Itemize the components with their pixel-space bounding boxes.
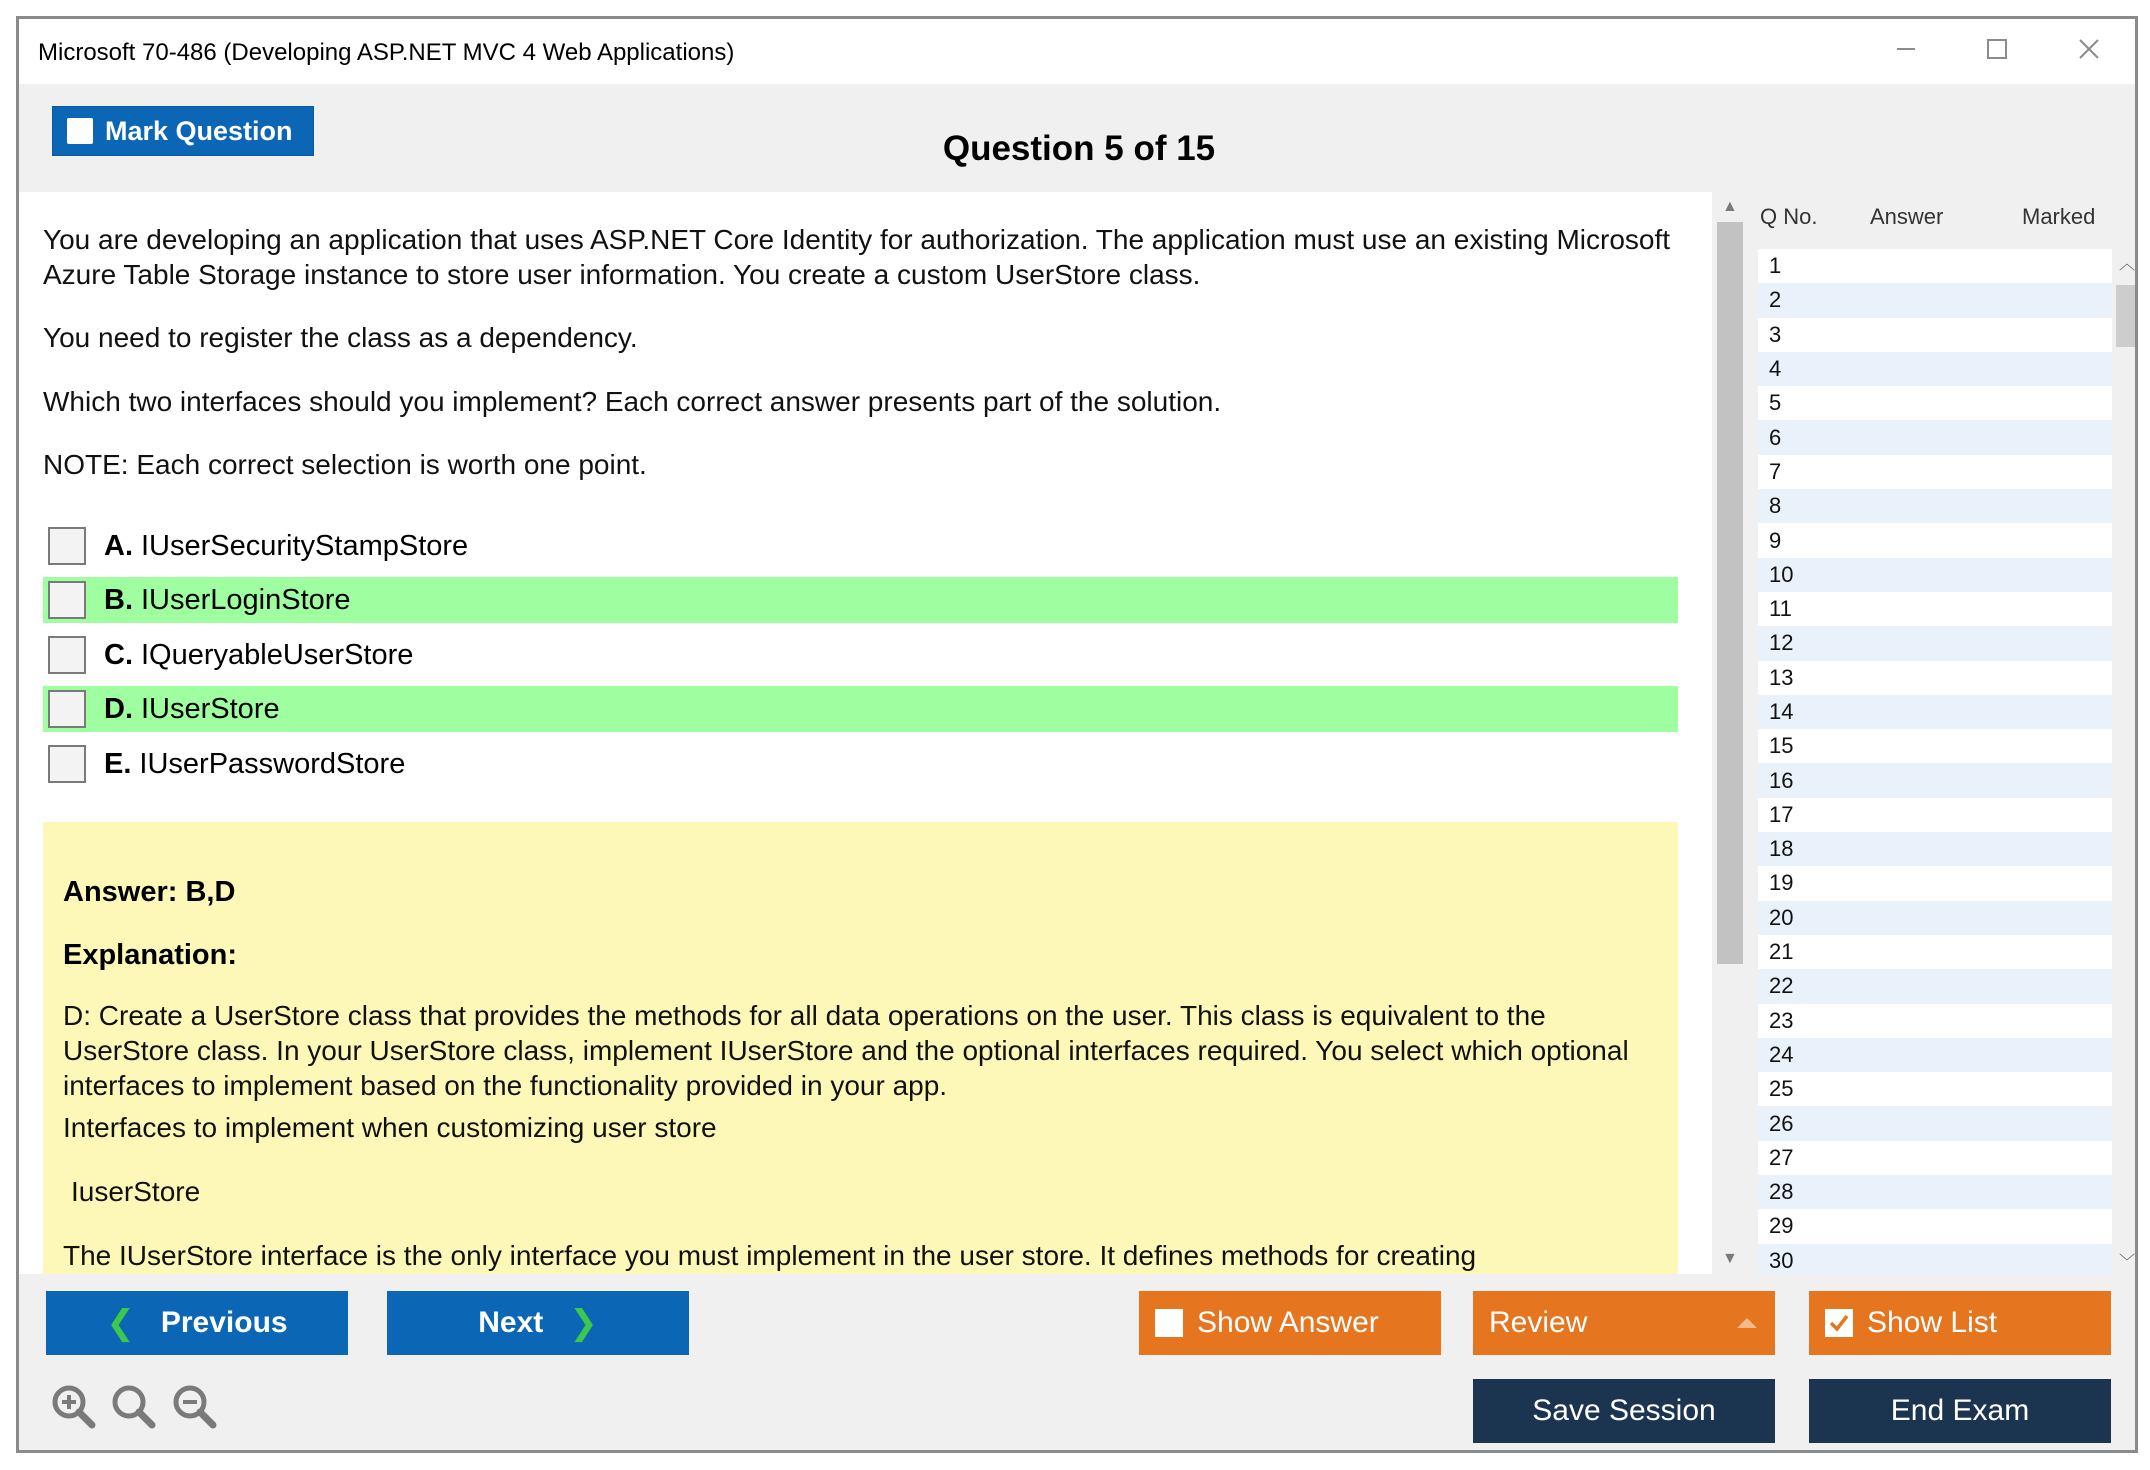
option-b-checkbox[interactable] xyxy=(48,581,86,619)
save-session-button[interactable] xyxy=(1473,1379,1775,1443)
scroll-down-icon[interactable]: ▼ xyxy=(1722,1250,1738,1267)
option-d[interactable] xyxy=(43,686,1678,732)
question-list-row[interactable]: 24 xyxy=(1758,1038,2124,1072)
chevron-left-icon: ❮ xyxy=(106,1304,135,1342)
maximize-button[interactable] xyxy=(1965,25,2029,73)
question-list-row[interactable]: 28 xyxy=(1758,1175,2124,1209)
next-button[interactable] xyxy=(387,1291,689,1355)
end-exam-button[interactable] xyxy=(1809,1379,2111,1443)
show-list-label: Show List xyxy=(1867,1306,1998,1339)
question-header xyxy=(19,84,2135,192)
question-list-row[interactable]: 25 xyxy=(1758,1072,2124,1106)
zoom-in-icon xyxy=(49,1382,97,1430)
checkbox-icon xyxy=(1155,1309,1183,1337)
column-header-qno: Q No. xyxy=(1760,204,1818,229)
question-list-row[interactable]: 5 xyxy=(1758,386,2124,420)
scrollbar-thumb[interactable] xyxy=(1717,222,1743,964)
option-text: IUserPasswordStore xyxy=(139,747,406,780)
review-button[interactable] xyxy=(1473,1291,1775,1355)
option-a[interactable] xyxy=(43,523,1678,569)
question-list-row[interactable]: 7 xyxy=(1758,455,2124,489)
next-label: Next xyxy=(478,1306,544,1339)
close-button[interactable] xyxy=(2057,25,2121,73)
question-paragraph: Which two interfaces should you implement? Each correct answer presents part of the solution. xyxy=(43,386,1222,417)
question-list-row[interactable]: 17 xyxy=(1758,798,2124,832)
answer-line: Answer: B,D xyxy=(63,876,236,908)
option-text: IUserStore xyxy=(141,692,280,725)
option-text: IUserLoginStore xyxy=(141,583,351,616)
mark-question-label: Mark Question xyxy=(105,115,293,146)
chevron-up-icon[interactable]: ︿ xyxy=(2119,256,2136,273)
option-letter: C. xyxy=(104,638,133,671)
column-header-answer: Answer xyxy=(1870,204,1944,229)
previous-button[interactable] xyxy=(46,1291,348,1355)
question-list-row[interactable]: 26 xyxy=(1758,1106,2124,1140)
question-list-row[interactable]: 13 xyxy=(1758,661,2124,695)
column-header-marked: Marked xyxy=(2022,204,2096,229)
question-list-row[interactable]: 15 xyxy=(1758,729,2124,763)
chevron-down-icon[interactable]: ﹀ xyxy=(2119,1254,2136,1271)
explanation-paragraph: Interfaces to implement when customizing user store xyxy=(63,1112,717,1143)
question-list-row[interactable]: 12 xyxy=(1758,626,2124,660)
question-list-row[interactable]: 3 xyxy=(1758,318,2124,352)
question-list-row[interactable]: 8 xyxy=(1758,489,2124,523)
question-list-row[interactable]: 18 xyxy=(1758,832,2124,866)
checkbox-icon xyxy=(67,118,93,144)
zoom-in-button[interactable] xyxy=(49,1382,97,1430)
question-list-row[interactable]: 4 xyxy=(1758,352,2124,386)
question-list-row[interactable]: 2 xyxy=(1758,283,2124,317)
question-list-row[interactable]: 16 xyxy=(1758,763,2124,797)
checked-checkbox-icon xyxy=(1825,1309,1853,1337)
minimize-button[interactable] xyxy=(1874,25,1938,73)
option-text: IQueryableUserStore xyxy=(141,638,414,671)
footer-toolbar xyxy=(19,1274,2135,1453)
question-paragraph: You need to register the class as a dependency. xyxy=(43,322,638,353)
maximize-icon xyxy=(1986,38,2008,60)
scroll-up-icon[interactable]: ▲ xyxy=(1722,198,1738,215)
end-exam-label: End Exam xyxy=(1890,1394,2030,1427)
question-list-row[interactable]: 14 xyxy=(1758,695,2124,729)
option-letter: A. xyxy=(104,529,133,562)
option-letter: D. xyxy=(104,692,133,725)
option-a-checkbox[interactable] xyxy=(48,527,86,565)
app-window xyxy=(16,16,2138,1453)
zoom-out-icon xyxy=(170,1382,218,1430)
title-bar xyxy=(19,19,2135,84)
question-list-row[interactable]: 20 xyxy=(1758,901,2124,935)
question-heading: Question 5 of 15 xyxy=(942,129,1216,168)
question-list-row[interactable]: 30 xyxy=(1758,1244,2124,1278)
explanation-paragraph: D: Create a UserStore class that provides the methods for all data operations on the user. This class is equivalent to the UserStore class. In your UserStore class, implement IUserStore and the optional interfaces required. You select which optional interfaces to implement based on the functionality provided in your app. xyxy=(63,1000,1629,1101)
option-letter: B. xyxy=(104,583,133,616)
option-d-checkbox[interactable] xyxy=(48,690,86,728)
question-list-row[interactable]: 23 xyxy=(1758,1004,2124,1038)
caret-up-icon xyxy=(1737,1316,1757,1330)
option-e-checkbox[interactable] xyxy=(48,745,86,783)
mark-question-button[interactable] xyxy=(52,106,314,156)
question-paragraph: You are developing an application that uses ASP.NET Core Identity for authorization. The application must use an existing Microsoft Azure Table Storage instance to store user information. You create a custom UserStore class. xyxy=(43,224,1671,290)
previous-label: Previous xyxy=(160,1306,288,1339)
option-e[interactable] xyxy=(43,741,1678,787)
option-c-checkbox[interactable] xyxy=(48,636,86,674)
question-list xyxy=(1758,249,2124,1278)
question-paragraph: NOTE: Each correct selection is worth one point. xyxy=(43,449,647,480)
explanation-paragraph: The IUserStore interface is the only interface you must implement in the user store. It defines methods for creating xyxy=(63,1240,1477,1271)
magnifier-icon xyxy=(109,1382,157,1430)
question-list-row[interactable]: 27 xyxy=(1758,1141,2124,1175)
question-list-row[interactable]: 29 xyxy=(1758,1209,2124,1243)
zoom-reset-button[interactable] xyxy=(109,1382,157,1430)
save-session-label: Save Session xyxy=(1532,1394,1716,1427)
question-list-row[interactable]: 1 xyxy=(1758,249,2124,283)
option-text: IUserSecurityStampStore xyxy=(141,529,469,562)
zoom-out-button[interactable] xyxy=(170,1382,218,1430)
minimize-icon xyxy=(1895,38,1917,60)
question-panel xyxy=(19,192,1712,1274)
option-b[interactable] xyxy=(43,577,1678,623)
scrollbar-thumb[interactable] xyxy=(2116,285,2138,347)
question-list-row[interactable]: 10 xyxy=(1758,558,2124,592)
question-list-row[interactable]: 9 xyxy=(1758,523,2124,557)
explanation-paragraph: IuserStore xyxy=(71,1176,201,1207)
question-list-row[interactable]: 19 xyxy=(1758,866,2124,900)
question-scrollbar[interactable] xyxy=(1712,192,1746,1274)
question-list-row[interactable]: 21 xyxy=(1758,935,2124,969)
question-list-row[interactable]: 11 xyxy=(1758,592,2124,626)
question-list-row[interactable]: 6 xyxy=(1758,420,2124,454)
question-list-panel xyxy=(1746,192,2138,1274)
chevron-right-icon: ❯ xyxy=(569,1304,598,1342)
explanation-label: Explanation: xyxy=(63,939,238,971)
question-list-row[interactable]: 22 xyxy=(1758,969,2124,1003)
answer-explanation-box xyxy=(43,822,1678,1274)
question-list-scrollbar[interactable] xyxy=(2112,249,2138,1274)
review-label: Review xyxy=(1489,1306,1588,1339)
show-answer-label: Show Answer xyxy=(1197,1306,1379,1339)
option-c[interactable] xyxy=(43,632,1678,678)
window-title: Microsoft 70-486 (Developing ASP.NET MVC 4 Web Applications) xyxy=(38,39,735,66)
close-icon xyxy=(2078,38,2100,60)
option-letter: E. xyxy=(104,747,132,780)
show-answer-button[interactable] xyxy=(1139,1291,1441,1355)
show-list-button[interactable] xyxy=(1809,1291,2111,1355)
